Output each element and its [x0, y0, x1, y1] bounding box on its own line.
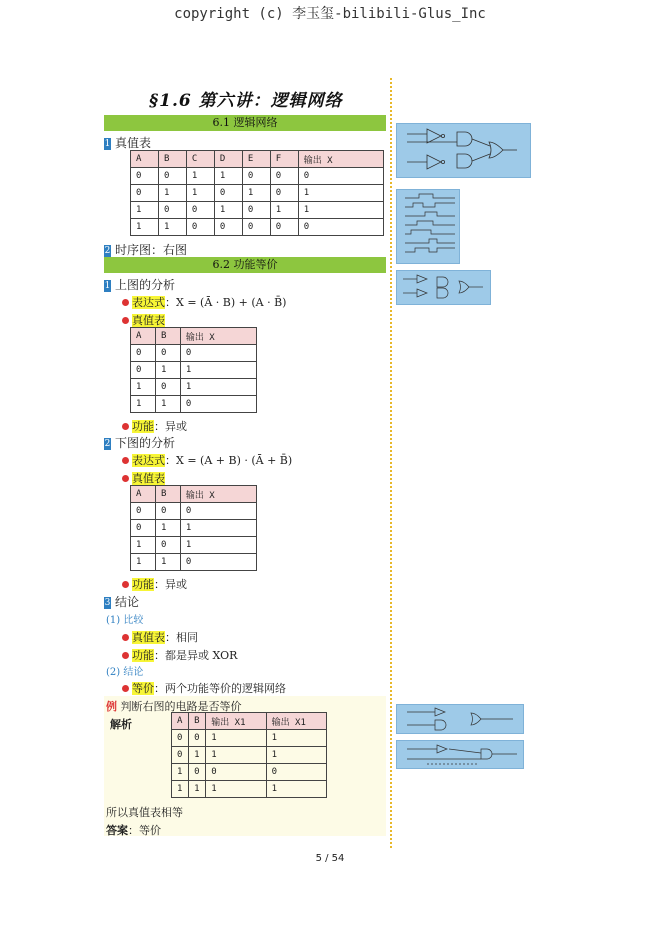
bullet-icon: [122, 317, 129, 324]
cell: 1: [298, 185, 383, 202]
number-badge: 1: [104, 138, 111, 149]
cell: 0: [131, 345, 156, 362]
cell: 0: [131, 168, 159, 185]
cell: 1: [131, 202, 159, 219]
header-cell: B: [155, 486, 180, 503]
cell: 1: [270, 202, 298, 219]
header-cell: A: [172, 713, 189, 730]
bullet-icon: [122, 634, 129, 641]
cell: 1: [266, 730, 326, 747]
cell: 1: [180, 520, 256, 537]
cell: 0: [158, 168, 186, 185]
gate-circuit-icon: [397, 705, 523, 733]
cell: 1: [180, 537, 256, 554]
cell: 1: [155, 396, 180, 413]
answer-label: 答案: [106, 824, 128, 837]
header-cell: C: [186, 151, 214, 168]
bullet-value: ：异或: [154, 578, 187, 591]
cell: 0: [242, 168, 270, 185]
example-circuit-1-figure: [396, 704, 524, 734]
item-lower-analysis: [104, 434, 175, 451]
header-cell: B: [189, 713, 206, 730]
bullet-icon: [122, 475, 129, 482]
bullet-label: 真值表: [132, 472, 165, 485]
bullet-icon: [122, 652, 129, 659]
cell: 0: [266, 764, 326, 781]
copyright-header: copyright (c) 李玉玺-bilibili-Glus_Inc: [174, 6, 486, 22]
cell: 1: [131, 219, 159, 236]
table-row: [131, 503, 257, 520]
table-row: [172, 781, 327, 798]
table-row: [131, 185, 384, 202]
page-title: §1.6 第六讲：逻辑网络: [149, 91, 343, 111]
cell: 0: [155, 503, 180, 520]
cell: 0: [131, 520, 156, 537]
bullet-label: 表达式: [132, 454, 165, 467]
cell: 1: [189, 747, 206, 764]
bullet-icon: [122, 299, 129, 306]
table-row: [131, 554, 257, 571]
bullet-compare-truth: [122, 629, 198, 645]
table-row: [172, 747, 327, 764]
cell: 0: [155, 537, 180, 554]
cell: 1: [131, 379, 156, 396]
cell: 1: [158, 185, 186, 202]
cell: 0: [172, 747, 189, 764]
bullet-label: 真值表: [132, 631, 165, 644]
table-row: [131, 168, 384, 185]
number-badge: 2: [104, 438, 111, 449]
logic-network-icon: [397, 124, 530, 177]
bullet-value: ：X = (A + B) · (Ā + B̄): [165, 454, 293, 467]
bullet-label: 功能: [132, 420, 154, 433]
cell: 0: [242, 202, 270, 219]
item-label: 时序图：右图: [115, 243, 188, 257]
cell: 1: [206, 781, 266, 798]
example-tag: 例: [106, 700, 117, 713]
timing-diagram-figure: [396, 189, 460, 264]
bullet-label: 等价: [132, 682, 154, 695]
cell: 1: [189, 781, 206, 798]
cell: 0: [186, 202, 214, 219]
truth-table-lower: [130, 485, 257, 571]
cell: 0: [270, 168, 298, 185]
page-number: 5 / 54: [315, 853, 345, 864]
header-cell: B: [155, 328, 180, 345]
bullet-value: ：两个功能等价的逻辑网络: [154, 682, 286, 695]
header-cell: A: [131, 328, 156, 345]
sub-heading-compare: (1) 比较: [106, 615, 144, 626]
item-label: 结论: [115, 595, 140, 609]
example-answer: [106, 822, 161, 838]
bullet-icon: [122, 457, 129, 464]
bullet-label: 功能: [132, 578, 154, 591]
cell: 0: [180, 396, 256, 413]
cell: 1: [155, 554, 180, 571]
bullet-icon: [122, 423, 129, 430]
sub-heading-conclusion: (2) 结论: [106, 667, 144, 678]
header-cell: 输出 X: [180, 486, 256, 503]
cell: 0: [242, 219, 270, 236]
cell: 1: [180, 362, 256, 379]
item-label: 上图的分析: [115, 278, 176, 292]
bullet-value: ：都是异或 XOR: [154, 649, 238, 662]
bullet-label: 真值表: [132, 314, 165, 327]
table-row: [131, 520, 257, 537]
table-row: [172, 764, 327, 781]
cell: 0: [172, 730, 189, 747]
bullet-compare-function: [122, 647, 237, 663]
table-row: [131, 345, 257, 362]
cell: 1: [242, 185, 270, 202]
table-header-row: [172, 713, 327, 730]
cell: 1: [214, 202, 242, 219]
logic-network-figure: [396, 123, 531, 178]
cell: 0: [131, 185, 159, 202]
cell: 0: [189, 764, 206, 781]
cell: 0: [131, 362, 156, 379]
bullet-icon: [122, 685, 129, 692]
header-cell: D: [214, 151, 242, 168]
bullet-value: ：相同: [165, 631, 198, 644]
cell: 0: [131, 503, 156, 520]
cell: 1: [214, 168, 242, 185]
cell: 0: [298, 168, 383, 185]
bullet-truth-table-2: [122, 470, 165, 486]
timing-waveform-icon: [397, 190, 459, 263]
bullet-truth-table-1: [122, 312, 165, 328]
header-cell: 输出 X: [180, 328, 256, 345]
section-bar-6-1: 6.1 逻辑网络: [104, 115, 386, 131]
cell: 1: [186, 185, 214, 202]
header-cell: F: [270, 151, 298, 168]
answer-value: ：等价: [128, 824, 161, 837]
cell: 1: [180, 379, 256, 396]
bullet-expression-1: [122, 294, 286, 310]
cell: 1: [186, 168, 214, 185]
table-row: [131, 379, 257, 396]
bullet-function-2: [122, 576, 187, 592]
table-row: [131, 537, 257, 554]
bullet-equivalent: [122, 680, 286, 696]
cell: 0: [206, 764, 266, 781]
table-header-row: [131, 151, 384, 168]
truth-table-upper: [130, 327, 257, 413]
cell: 1: [158, 219, 186, 236]
gate-circuit-icon: [397, 271, 490, 304]
cell: 1: [206, 730, 266, 747]
gate-circuit-icon: [397, 741, 523, 768]
example-question-text: 判断右图的电路是否等价: [120, 700, 242, 713]
number-badge: 2: [104, 245, 111, 256]
item-truth-table: [104, 134, 151, 151]
cell: 0: [155, 345, 180, 362]
bullet-icon: [122, 581, 129, 588]
cell: 1: [131, 537, 156, 554]
section-bar-6-2: 6.2 功能等价: [104, 257, 386, 273]
cell: 0: [180, 503, 256, 520]
table-row: [172, 730, 327, 747]
example-circuit-2-figure: [396, 740, 524, 769]
item-timing-diagram: [104, 241, 187, 258]
bullet-function-1: [122, 418, 187, 434]
xor-circuit-figure: [396, 270, 491, 305]
cell: 1: [266, 747, 326, 764]
cell: 0: [270, 219, 298, 236]
cell: 1: [131, 396, 156, 413]
truth-table-6-1: [130, 150, 384, 236]
cell: 1: [131, 554, 156, 571]
table-row: [131, 202, 384, 219]
header-cell: 输出 X1: [266, 713, 326, 730]
header-cell: B: [158, 151, 186, 168]
example-conclusion: 所以真值表相等: [106, 806, 183, 819]
cell: 1: [266, 781, 326, 798]
cell: 1: [298, 202, 383, 219]
bullet-label: 功能: [132, 649, 154, 662]
truth-table-example: [171, 712, 327, 798]
cell: 0: [180, 554, 256, 571]
cell: 1: [155, 362, 180, 379]
bullet-value: ：X = (Ā · B) + (A · B̄): [165, 296, 287, 309]
cell: 0: [158, 202, 186, 219]
number-badge: 1: [104, 280, 111, 291]
cell: 1: [172, 781, 189, 798]
cell: 0: [189, 730, 206, 747]
cell: 0: [186, 219, 214, 236]
cell: 0: [270, 185, 298, 202]
cell: 0: [155, 379, 180, 396]
cell: 0: [214, 185, 242, 202]
header-cell: A: [131, 151, 159, 168]
cell: 0: [214, 219, 242, 236]
table-header-row: [131, 328, 257, 345]
table-row: [131, 396, 257, 413]
column-divider: [390, 78, 392, 848]
cell: 1: [206, 747, 266, 764]
header-cell: E: [242, 151, 270, 168]
bullet-expression-2: [122, 452, 292, 468]
bullet-value: ：异或: [154, 420, 187, 433]
table-row: [131, 362, 257, 379]
cell: 0: [180, 345, 256, 362]
item-label: 真值表: [115, 136, 152, 150]
cell: 1: [155, 520, 180, 537]
bullet-label: 表达式: [132, 296, 165, 309]
table-header-row: [131, 486, 257, 503]
item-conclusion: [104, 593, 139, 610]
analysis-label: 解析: [110, 718, 132, 731]
header-cell: A: [131, 486, 156, 503]
item-upper-analysis: [104, 276, 175, 293]
item-label: 下图的分析: [115, 436, 176, 450]
cell: 1: [172, 764, 189, 781]
table-row: [131, 219, 384, 236]
number-badge: 3: [104, 597, 111, 608]
header-cell: 输出 X1: [206, 713, 266, 730]
header-cell: 输出 X: [298, 151, 383, 168]
cell: 0: [298, 219, 383, 236]
